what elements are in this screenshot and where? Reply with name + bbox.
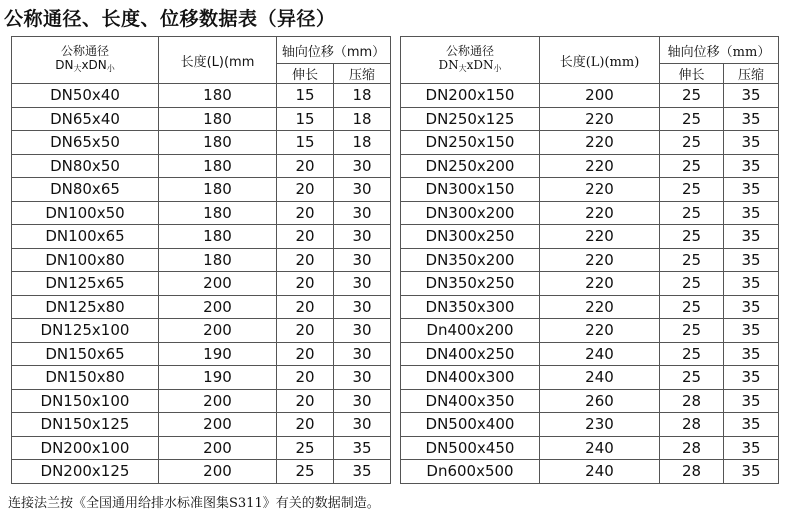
cell-extend: 25	[277, 436, 334, 460]
header-axial-displacement: 轴向位移（mm）	[660, 37, 779, 64]
cell-compress: 30	[334, 154, 391, 178]
cell-compress: 35	[724, 436, 779, 460]
cell-extend: 20	[277, 248, 334, 272]
header-nominal-diameter	[12, 37, 159, 84]
cell-extend: 25	[660, 225, 724, 249]
table-row	[12, 342, 391, 366]
cell-extend: 25	[660, 178, 724, 202]
cell-extend: 25	[660, 342, 724, 366]
data-table-left	[11, 36, 391, 484]
cell-size: DN200x150	[401, 84, 540, 108]
cell-length: 200	[159, 319, 277, 343]
table-row	[401, 107, 779, 131]
cell-extend: 20	[277, 389, 334, 413]
table-row	[12, 225, 391, 249]
cell-compress: 35	[724, 201, 779, 225]
cell-extend: 20	[277, 295, 334, 319]
cell-extend: 20	[277, 154, 334, 178]
cell-compress: 30	[334, 178, 391, 202]
cell-compress: 35	[724, 319, 779, 343]
cell-length: 220	[540, 225, 660, 249]
header-compress: 压缩	[334, 64, 391, 84]
cell-compress: 35	[724, 154, 779, 178]
cell-compress: 18	[334, 84, 391, 108]
cell-size: DN125x80	[12, 295, 159, 319]
cell-compress: 35	[724, 460, 779, 484]
table-row	[401, 319, 779, 343]
table-row	[401, 413, 779, 437]
cell-size: DN65x40	[12, 107, 159, 131]
cell-size: DN80x50	[12, 154, 159, 178]
cell-size: DN300x250	[401, 225, 540, 249]
table-row	[12, 131, 391, 155]
header-extend: 伸长	[660, 64, 724, 84]
cell-size: DN350x200	[401, 248, 540, 272]
cell-extend: 25	[660, 295, 724, 319]
cell-extend: 20	[277, 413, 334, 437]
cell-extend: 20	[277, 178, 334, 202]
header-dn-notation: $DN_大xDN_小$	[438, 58, 502, 73]
cell-compress: 35	[724, 295, 779, 319]
cell-extend: 28	[660, 460, 724, 484]
cell-extend: 28	[660, 389, 724, 413]
cell-compress: 35	[724, 131, 779, 155]
cell-compress: 30	[334, 319, 391, 343]
table-row	[401, 154, 779, 178]
cell-size: DN400x300	[401, 366, 540, 390]
page-title: 公称通径、长度、位移数据表（异径）	[4, 8, 336, 30]
cell-compress: 30	[334, 225, 391, 249]
table-row	[12, 154, 391, 178]
cell-compress: 35	[334, 460, 391, 484]
header-length: 长度(L)(mm	[159, 37, 277, 84]
cell-length: 260	[540, 389, 660, 413]
header-axial-displacement: 轴向位移（mm）	[277, 37, 391, 64]
cell-extend: 28	[660, 436, 724, 460]
cell-length: 220	[540, 201, 660, 225]
cell-extend: 20	[277, 342, 334, 366]
cell-size: Dn400x200	[401, 319, 540, 343]
cell-size: DN125x100	[12, 319, 159, 343]
table-row	[401, 295, 779, 319]
cell-extend: 20	[277, 201, 334, 225]
cell-compress: 35	[724, 366, 779, 390]
cell-size: DN65x50	[12, 131, 159, 155]
table-row	[12, 366, 391, 390]
cell-length: 220	[540, 248, 660, 272]
cell-length: 200	[159, 436, 277, 460]
cell-compress: 35	[724, 84, 779, 108]
header-nominal-diameter-label: 公称通径	[60, 44, 109, 58]
cell-size: DN250x200	[401, 154, 540, 178]
cell-length: 200	[159, 295, 277, 319]
table-row	[401, 178, 779, 202]
cell-extend: 15	[277, 131, 334, 155]
cell-extend: 20	[277, 225, 334, 249]
cell-compress: 30	[334, 389, 391, 413]
cell-compress: 30	[334, 413, 391, 437]
cell-length: 200	[159, 389, 277, 413]
cell-extend: 20	[277, 319, 334, 343]
cell-length: 180	[159, 131, 277, 155]
cell-size: DN400x350	[401, 389, 540, 413]
table-row	[401, 460, 779, 484]
cell-compress: 35	[724, 389, 779, 413]
table-row	[12, 178, 391, 202]
cell-size: DN150x125	[12, 413, 159, 437]
cell-compress: 30	[334, 272, 391, 296]
cell-length: 180	[159, 154, 277, 178]
cell-length: 180	[159, 225, 277, 249]
cell-compress: 30	[334, 248, 391, 272]
cell-length: 200	[159, 272, 277, 296]
cell-length: 240	[540, 342, 660, 366]
cell-extend: 25	[660, 319, 724, 343]
cell-compress: 30	[334, 201, 391, 225]
cell-length: 220	[540, 295, 660, 319]
cell-length: 230	[540, 413, 660, 437]
footnote: 连接法兰按《全国通用给排水标准图集S311》有关的数据制造。	[8, 496, 380, 511]
table-row	[401, 366, 779, 390]
cell-length: 220	[540, 107, 660, 131]
table-row	[12, 389, 391, 413]
table-row	[401, 84, 779, 108]
table-row	[12, 460, 391, 484]
cell-size: DN300x150	[401, 178, 540, 202]
cell-compress: 18	[334, 107, 391, 131]
cell-compress: 35	[724, 342, 779, 366]
cell-extend: 25	[660, 201, 724, 225]
table-row	[12, 272, 391, 296]
cell-length: 180	[159, 84, 277, 108]
header-dn-notation: $DN_大xDN_小$	[55, 58, 115, 73]
table-row	[401, 436, 779, 460]
cell-size: DN100x80	[12, 248, 159, 272]
cell-extend: 20	[277, 272, 334, 296]
cell-size: DN100x50	[12, 201, 159, 225]
cell-size: DN250x150	[401, 131, 540, 155]
cell-size: DN150x80	[12, 366, 159, 390]
cell-length: 220	[540, 154, 660, 178]
cell-compress: 35	[724, 225, 779, 249]
cell-compress: 35	[724, 272, 779, 296]
cell-extend: 25	[277, 460, 334, 484]
data-table-right	[400, 36, 779, 484]
table-row	[401, 389, 779, 413]
cell-length: 200	[159, 413, 277, 437]
cell-compress: 35	[724, 413, 779, 437]
cell-size: DN500x450	[401, 436, 540, 460]
header-nominal-diameter	[401, 37, 540, 84]
cell-extend: 25	[660, 107, 724, 131]
cell-size: DN50x40	[12, 84, 159, 108]
cell-length: 220	[540, 319, 660, 343]
cell-length: 190	[159, 342, 277, 366]
cell-size: DN80x65	[12, 178, 159, 202]
cell-size: DN200x100	[12, 436, 159, 460]
cell-length: 180	[159, 178, 277, 202]
cell-extend: 25	[660, 272, 724, 296]
cell-size: Dn600x500	[401, 460, 540, 484]
table-row	[12, 295, 391, 319]
table-row	[401, 131, 779, 155]
table-row	[401, 272, 779, 296]
cell-extend: 20	[277, 366, 334, 390]
cell-size: DN400x250	[401, 342, 540, 366]
cell-extend: 25	[660, 154, 724, 178]
cell-length: 240	[540, 436, 660, 460]
table-row	[12, 248, 391, 272]
cell-extend: 25	[660, 366, 724, 390]
cell-extend: 25	[660, 84, 724, 108]
header-extend: 伸长	[277, 64, 334, 84]
cell-size: DN100x65	[12, 225, 159, 249]
table-row	[12, 436, 391, 460]
cell-compress: 18	[334, 131, 391, 155]
cell-size: DN150x100	[12, 389, 159, 413]
cell-length: 240	[540, 460, 660, 484]
cell-extend: 15	[277, 107, 334, 131]
cell-compress: 35	[724, 248, 779, 272]
cell-size: DN200x125	[12, 460, 159, 484]
cell-size: DN125x65	[12, 272, 159, 296]
table-row	[401, 248, 779, 272]
cell-extend: 28	[660, 413, 724, 437]
cell-length: 220	[540, 272, 660, 296]
cell-size: DN350x300	[401, 295, 540, 319]
table-row	[401, 201, 779, 225]
cell-length: 200	[540, 84, 660, 108]
table-row	[401, 342, 779, 366]
cell-compress: 35	[724, 107, 779, 131]
table-row	[12, 107, 391, 131]
cell-size: DN500x400	[401, 413, 540, 437]
cell-size: DN350x250	[401, 272, 540, 296]
cell-length: 220	[540, 131, 660, 155]
table-row	[12, 319, 391, 343]
cell-length: 180	[159, 107, 277, 131]
header-nominal-diameter-label: 公称通径	[445, 44, 494, 58]
cell-length: 180	[159, 201, 277, 225]
table-body-right	[401, 84, 779, 484]
table-row	[401, 225, 779, 249]
cell-length: 200	[159, 460, 277, 484]
header-compress: 压缩	[724, 64, 779, 84]
cell-size: DN300x200	[401, 201, 540, 225]
cell-compress: 30	[334, 366, 391, 390]
cell-compress: 35	[334, 436, 391, 460]
header-length: 长度(L)(mm)	[540, 37, 660, 84]
cell-length: 240	[540, 366, 660, 390]
cell-length: 190	[159, 366, 277, 390]
table-row	[12, 413, 391, 437]
cell-compress: 35	[724, 178, 779, 202]
table-body-left	[12, 84, 391, 484]
cell-extend: 15	[277, 84, 334, 108]
cell-extend: 25	[660, 248, 724, 272]
cell-compress: 30	[334, 295, 391, 319]
cell-extend: 25	[660, 131, 724, 155]
cell-length: 180	[159, 248, 277, 272]
cell-size: DN150x65	[12, 342, 159, 366]
table-row	[12, 201, 391, 225]
cell-compress: 30	[334, 342, 391, 366]
cell-length: 220	[540, 178, 660, 202]
table-row	[12, 84, 391, 108]
cell-size: DN250x125	[401, 107, 540, 131]
